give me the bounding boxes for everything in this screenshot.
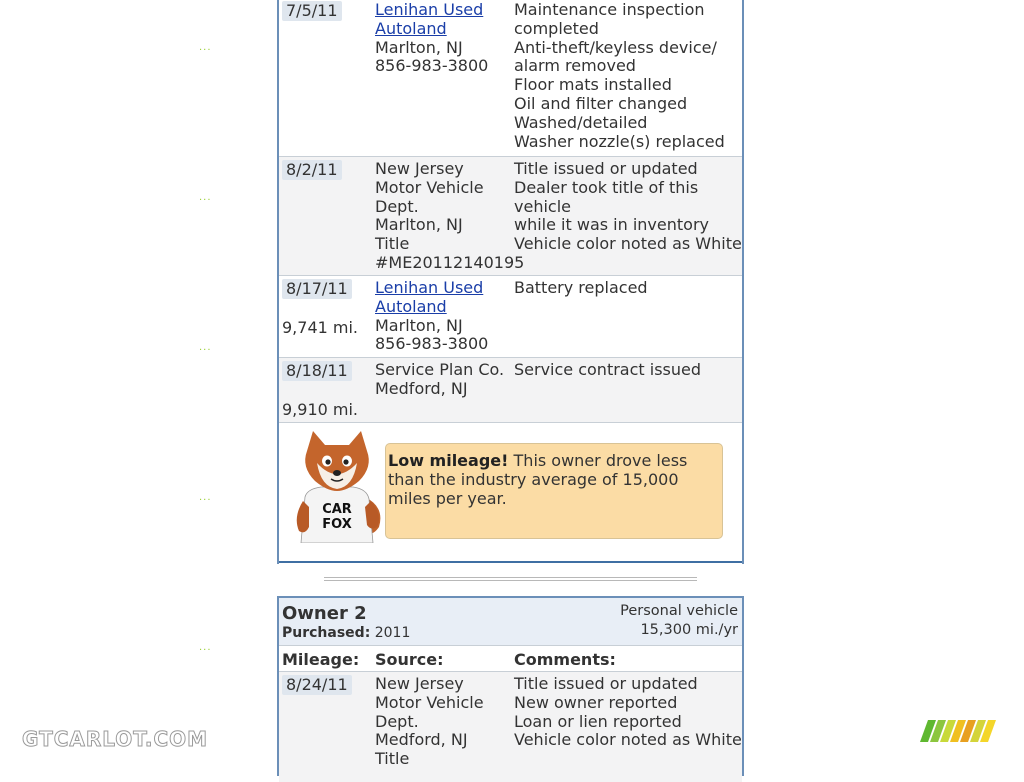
owner2-usage [620, 602, 738, 639]
source-link[interactable]: Autoland [375, 18, 447, 38]
comment-line: Washed/detailed [514, 112, 648, 132]
purchased-label: Purchased: [282, 625, 371, 641]
owner2-purchased [282, 625, 410, 641]
side-dots: ··· [199, 195, 212, 206]
mascot-shirt-car: CAR [322, 502, 352, 517]
side-dots: ··· [199, 345, 212, 356]
comment-line: Vehicle color noted as White [514, 234, 742, 254]
source-line: New Jersey [375, 159, 464, 178]
comment-line: Title issued or updated [514, 159, 698, 178]
owner2-column-headers [279, 646, 742, 672]
mascot-shirt-fox: FOX [322, 517, 352, 532]
history-row [279, 276, 742, 358]
source-line: Dept. [375, 711, 419, 731]
history-row [279, 157, 742, 276]
comment-line: while it was in inventory [514, 215, 709, 235]
owner2-header [279, 598, 742, 646]
source-line: #ME20112140195 [375, 252, 525, 272]
comment-line: Battery replaced [514, 278, 648, 297]
brand-stripes-logo [920, 720, 998, 742]
comment-line: completed [514, 18, 599, 38]
record-comments [514, 279, 742, 298]
comment-line: alarm removed [514, 56, 636, 76]
side-dots: ··· [199, 645, 212, 656]
source-line: Marlton, NJ [375, 215, 463, 235]
comment-line: Floor mats installed [514, 75, 672, 95]
source-line: Medford, NJ [375, 730, 468, 750]
source-line: Marlton, NJ [375, 37, 463, 57]
col-comments: Comments: [514, 650, 616, 669]
record-date: 8/24/11 [282, 675, 352, 695]
col-source: Source: [375, 650, 444, 669]
history-row [279, 672, 742, 782]
record-date: 7/5/11 [282, 1, 342, 21]
record-comments [514, 160, 742, 254]
source-line: Marlton, NJ [375, 315, 463, 335]
history-row [279, 0, 742, 157]
history-row [279, 358, 742, 423]
record-source [375, 361, 513, 399]
low-mileage-heading: Low mileage! [388, 451, 509, 470]
col-mileage: Mileage: [282, 650, 360, 669]
record-date: 8/2/11 [282, 160, 342, 180]
comment-line: Title issued or updated [514, 674, 698, 693]
owner2-use-type: Personal vehicle [620, 603, 738, 619]
source-link[interactable]: Lenihan Used [375, 0, 484, 19]
gtcarlot-watermark: GTCARLOT.COM [22, 727, 209, 751]
source-line: Motor Vehicle [375, 177, 484, 197]
low-mileage-callout [385, 443, 723, 539]
record-source [375, 675, 513, 769]
comment-line: Oil and filter changed [514, 93, 688, 113]
record-source [375, 279, 513, 354]
source-line: Medford, NJ [375, 378, 468, 398]
side-dots: ··· [199, 495, 212, 506]
owner2-section [277, 596, 744, 776]
source-line: Dept. [375, 196, 419, 216]
low-mileage-text: This owner drove less than the industry average of 15,000 miles per year. [388, 451, 688, 508]
record-source [375, 159, 525, 273]
source-line: New Jersey [375, 674, 464, 693]
owner1-history-table [277, 0, 744, 564]
source-line: Title [375, 234, 410, 254]
record-date: 8/18/11 [282, 361, 352, 381]
purchased-year: 2011 [370, 625, 411, 641]
record-mileage: 9,910 mi. [282, 400, 359, 419]
owner2-title: Owner 2 [282, 603, 367, 624]
record-comments [514, 1, 742, 151]
record-date: 8/17/11 [282, 279, 352, 299]
comment-line: Vehicle color noted as White [514, 730, 742, 750]
comment-line: Loan or lien reported [514, 711, 682, 731]
source-line: 856-983-3800 [375, 334, 489, 354]
comment-line: Washer nozzle(s) replaced [514, 131, 725, 151]
record-mileage: 9,741 mi. [282, 318, 359, 337]
source-line: Motor Vehicle [375, 692, 484, 712]
record-comments [514, 675, 742, 750]
comment-line: Maintenance inspection [514, 0, 705, 19]
owner2-miles-per-year: 15,300 mi./yr [640, 621, 738, 638]
side-dots: ··· [199, 45, 212, 56]
section-divider [324, 577, 697, 581]
record-source [375, 1, 513, 76]
comment-line: Dealer took title of this vehicle [514, 177, 699, 216]
car-fox-mascot [287, 427, 387, 543]
comment-line: Anti-theft/keyless device/ [514, 37, 717, 57]
source-line: Service Plan Co. [375, 360, 505, 379]
record-comments [514, 361, 742, 380]
source-link[interactable]: Autoland [375, 296, 447, 316]
source-line: Title [375, 749, 410, 769]
low-mileage-panel [279, 423, 742, 563]
comment-line: Service contract issued [514, 360, 702, 379]
source-line: 856-983-3800 [375, 56, 489, 76]
source-link[interactable]: Lenihan Used [375, 278, 484, 297]
comment-line: New owner reported [514, 692, 678, 712]
